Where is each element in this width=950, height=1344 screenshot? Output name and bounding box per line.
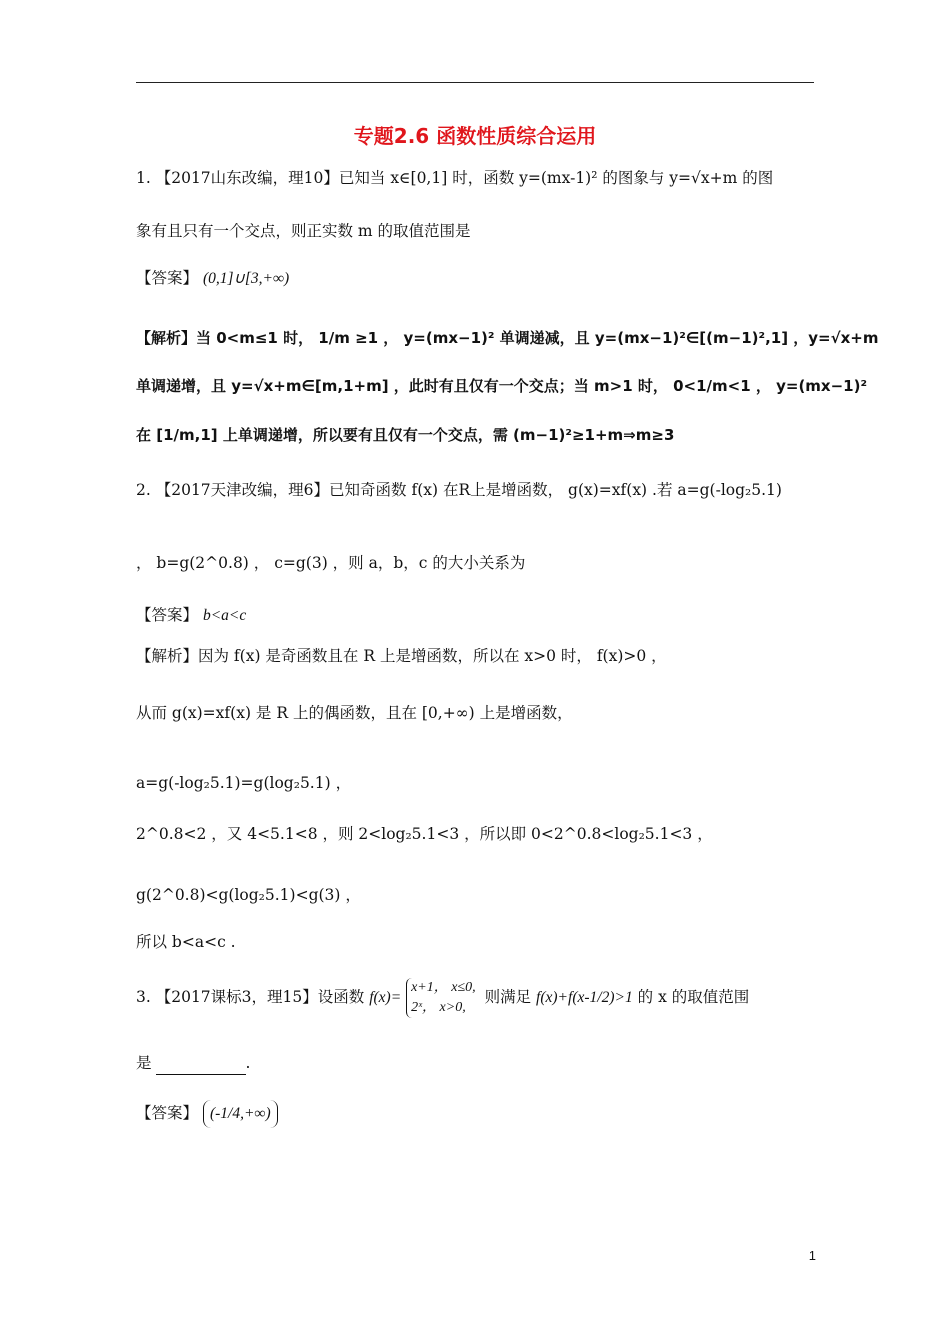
q3-condition: f(x)+f(x-1/2)>1 xyxy=(536,989,633,1006)
answer-value: b<a<c xyxy=(202,607,247,624)
q3-function-name: f(x)= xyxy=(369,989,402,1006)
header-rule xyxy=(136,82,814,83)
q3-answer xyxy=(136,1100,816,1128)
q3-stem-end: 的 x 的取值范围 xyxy=(637,988,750,1006)
q2-analysis-line-3: a=g(-log₂5.1)=g(log₂5.1) ， xyxy=(136,774,352,792)
answer-blank xyxy=(156,1074,246,1075)
q3-stem-tail: 是 xyxy=(136,1054,152,1072)
answer-label: 【答案】 xyxy=(136,269,199,287)
q3-stem xyxy=(136,978,816,1018)
q2-analysis-line-6: 所以 b<a<c . xyxy=(136,933,236,951)
answer-label: 【答案】 xyxy=(136,606,199,624)
q3-stem-mid: 则满足 xyxy=(484,988,532,1006)
q2-answer xyxy=(136,603,816,628)
q1-stem-cont: 象有且只有一个交点，则正实数 m 的取值范围是 xyxy=(136,222,471,240)
q1-stem: 1. 【2017山东改编，理10】已知当 x∈[0,1] 时，函数 y=(mx-1)² 的图象与 y=√x+m 的图 xyxy=(136,169,774,187)
page-number: 1 xyxy=(808,1248,816,1263)
case-2: 2ˣ， x>0, xyxy=(411,1000,466,1015)
q1-answer xyxy=(136,266,816,291)
q2-analysis-line-5: g(2^0.8)<g(log₂5.1)<g(3) ， xyxy=(136,886,361,904)
q3-stem-cont: 是 . xyxy=(136,1051,816,1075)
case-1: x+1， x≤0, xyxy=(411,980,476,995)
q2-stem: 2. 【2017天津改编，理6】已知奇函数 f(x) 在R上是增函数， g(x)=xf(x) .若 a=g(-log₂5.1) xyxy=(136,481,782,499)
q3-stem-intro: 3. 【2017课标3，理15】设函数 xyxy=(136,988,365,1006)
q1-analysis-line-3: 在 [1/m,1] 上单调递增，所以要有且仅有一个交点，需 (m−1)²≥1+m⇒m≥3 xyxy=(136,426,675,444)
answer-value: (-1/4,+∞) xyxy=(203,1100,278,1128)
answer-value: (0,1]∪[3,+∞) xyxy=(202,270,290,287)
q2-analysis-line-4: 2^0.8<2 ，又 4<5.1<8 ，则 2<log₂5.1<3 ，所以即 0<2^0.8<log₂5.1<3 ， xyxy=(136,825,713,843)
answer-label: 【答案】 xyxy=(136,1104,199,1122)
q1-analysis-line-1: 【解析】当 0<m≤1 时， 1/m ≥1 ， y=(mx−1)² 单调递减，且 y=(mx−1)²∈[(m−1)²,1] ，y=√x+m xyxy=(136,329,879,347)
q2-analysis-line-2: 从而 g(x)=xf(x) 是 R 上的偶函数，且在 [0,+∞) 上是增函数， xyxy=(136,704,573,722)
q2-stem-cont: ， b=g(2^0.8) ， c=g(3) ，则 a，b，c 的大小关系为 xyxy=(136,554,526,572)
piecewise-cases xyxy=(406,978,480,1018)
q2-analysis-line-1: 【解析】因为 f(x) 是奇函数且在 R 上是增函数，所以在 x>0 时， f(x)>0 ， xyxy=(136,647,667,665)
q1-analysis-line-2: 单调递增，且 y=√x+m∈[m,1+m] ，此时有且仅有一个交点；当 m>1 时， 0<1/m<1 ， y=(mx−1)² xyxy=(136,377,868,395)
page-title: 专题2.6 函数性质综合运用 xyxy=(353,124,597,148)
